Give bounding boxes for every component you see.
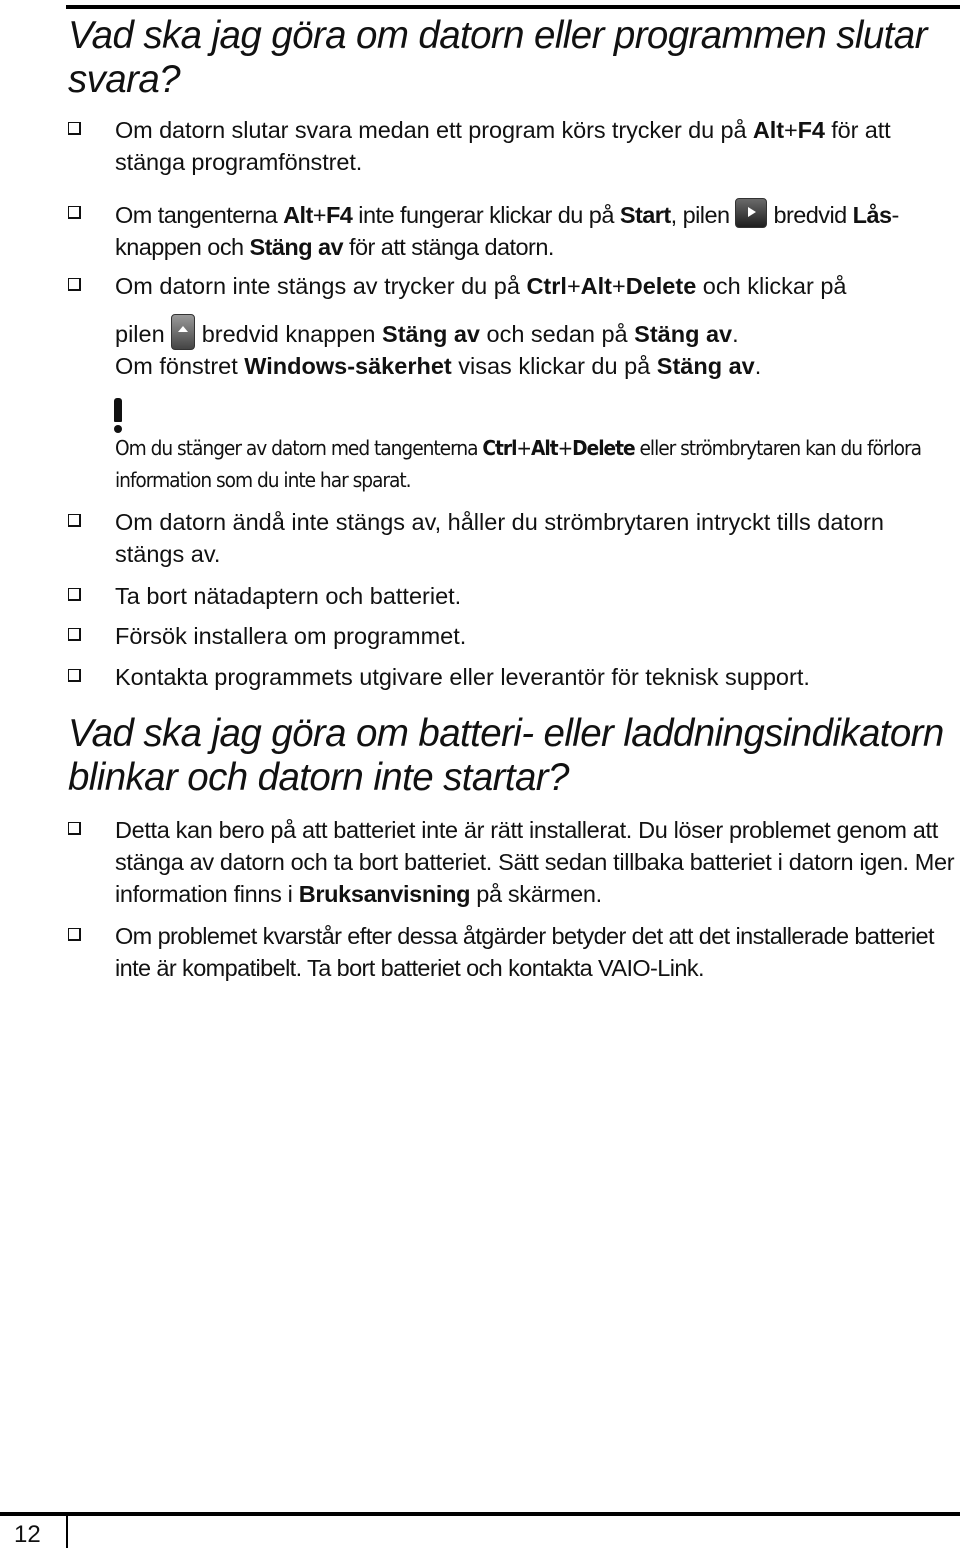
checkbox-bullet-icon bbox=[68, 588, 81, 601]
list-item-text: Om datorn ändå inte stängs av, håller du strömbrytaren intryckt tills datorn stängs av. bbox=[115, 509, 884, 567]
section1-heading: Vad ska jag göra om datorn eller programmen slutar svara? bbox=[68, 14, 927, 101]
exclamation-icon bbox=[113, 398, 123, 434]
warning-note: Om du stänger av datorn med tangenterna Ctrl+Alt+Delete eller strömbrytaren kan du förlora information som du inte har sparat. bbox=[115, 436, 921, 492]
section2-heading: Vad ska jag göra om batteri- eller laddningsindikatorn blinkar och datorn inte startar? bbox=[68, 712, 944, 799]
checkbox-bullet-icon bbox=[68, 122, 81, 135]
list-item-text: Om datorn inte stängs av trycker du på Ctrl+Alt+Delete och klickar på pilen bredvid knappen Stäng av och sedan på Stäng av. Om fönstret Windows-säkerhet visas klickar du på Stäng av. bbox=[115, 273, 847, 379]
list-item-text: Om problemet kvarstår efter dessa åtgärder betyder det att det installerade batteriet inte är kompatibelt. Ta bort batteriet och kontakta VAIO-Link. bbox=[115, 923, 934, 981]
checkbox-bullet-icon bbox=[68, 514, 81, 527]
list-item-text: Kontakta programmets utgivare eller leverantör för teknisk support. bbox=[115, 664, 810, 690]
list-item-text: Ta bort nätadaptern och batteriet. bbox=[115, 583, 462, 609]
checkbox-bullet-icon bbox=[68, 669, 81, 682]
top-rule bbox=[66, 5, 960, 9]
list-item-text: Försök installera om programmet. bbox=[115, 623, 467, 649]
page-number: 12 bbox=[14, 1521, 41, 1548]
checkbox-bullet-icon bbox=[68, 822, 81, 835]
checkbox-bullet-icon bbox=[68, 206, 81, 219]
list-item-text: Om tangenterna Alt+F4 inte fungerar klickar du på Start, pilen bredvid Lås-knappen och Stäng av för att stänga datorn. bbox=[115, 198, 958, 263]
list-item-text: Om datorn slutar svara medan ett program körs trycker du på Alt+F4 för att stänga programfönstret. bbox=[115, 117, 891, 175]
list-item-text: Detta kan bero på att batteriet inte är rätt installerat. Du löser problemet genom att stänga av datorn och ta bort batteriet. Sätt sedan tillbaka batteriet i datorn igen. Mer information finns i Bruksanvisning på skärmen. bbox=[115, 817, 955, 907]
footer-divider bbox=[66, 1512, 68, 1548]
checkbox-bullet-icon bbox=[68, 278, 81, 291]
checkbox-bullet-icon bbox=[68, 928, 81, 941]
right-arrow-button-icon bbox=[735, 198, 767, 228]
checkbox-bullet-icon bbox=[68, 628, 81, 641]
up-arrow-button-icon bbox=[171, 314, 195, 350]
footer-rule bbox=[0, 1512, 960, 1516]
